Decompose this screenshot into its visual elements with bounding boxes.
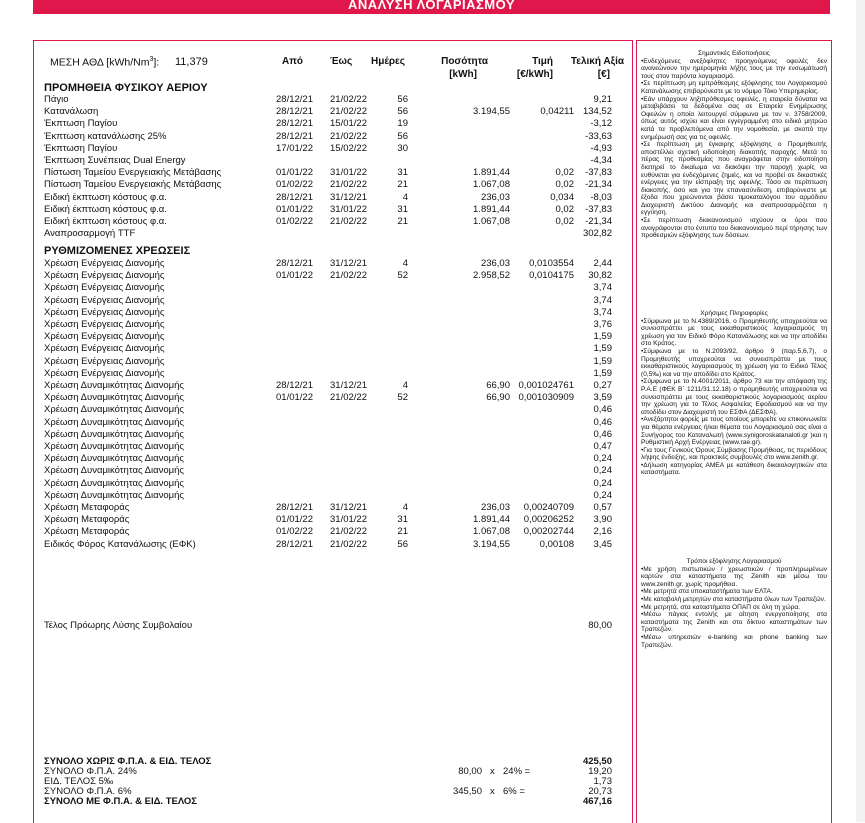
totals-label: ΣΥΝΟΛΟ Φ.Π.Α. 6% bbox=[44, 786, 132, 797]
row-to: 31/01/22 bbox=[330, 203, 367, 215]
row-qty: 236,03 bbox=[480, 191, 510, 203]
row-total: 3,74 bbox=[593, 282, 612, 294]
row-qty: 236,03 bbox=[480, 502, 510, 513]
row-total: 3,74 bbox=[593, 306, 612, 318]
row-days: 21 bbox=[397, 526, 408, 538]
table-row bbox=[44, 478, 614, 490]
row-label: Χρέωση Δυναμικότητας Διανομής bbox=[44, 489, 184, 501]
row-days: 31 bbox=[397, 203, 408, 215]
row-total: 3,76 bbox=[593, 319, 612, 330]
row-to: 21/02/22 bbox=[330, 270, 367, 282]
row-label: Ειδικός Φόρος Κατανάλωσης (ΕΦΚ) bbox=[44, 538, 196, 550]
row-from: 01/01/22 bbox=[276, 167, 313, 179]
row-qty: 236,03 bbox=[480, 258, 510, 269]
mesi-label: ΜΕΣΗ ΑΘΔ [kWh/Nm$^3$]: bbox=[50, 56, 160, 69]
page-banner bbox=[33, 0, 830, 14]
row-total: 3,74 bbox=[593, 294, 612, 306]
row-from: 28/12/21 bbox=[276, 380, 313, 391]
row-days: 4 bbox=[402, 258, 408, 269]
row-price: 0,02 bbox=[555, 167, 574, 179]
early-termination-label: Τέλος Πρόωρης Λύσης Συμβολαίου bbox=[44, 620, 193, 631]
table-row bbox=[44, 429, 614, 441]
table-row bbox=[44, 282, 614, 294]
table-row bbox=[44, 228, 614, 240]
table-row bbox=[44, 490, 614, 502]
row-from: 01/01/22 bbox=[276, 270, 313, 282]
notice-paragraph: •Σε περίπτωση μη έγκαιρης εξόφλησης ο Προμηθευτής αποστέλλει σχετική ειδοποίηση διακοπής παροχής. Μετά το πέρας της προθεσμίας που αναγράφεται στην ειδοποίηση διατηρεί το δικαίωμα να διακόψει την παροχή χωρίς να ευθύνεται για ενδεχόμενες ζημιές, και να προβεί σε δικαστικές ενέργειες για την είσπραξη της οφειλής. Τόσο σε περίπτωση διακοπής, όσο και για την επανασύνδεση, επιβαρύνεστε με έξοδα που χρεώνονται βάσει τιμοκαταλόγου του αρμόδιου Διαχειριστή Δικτύου Διανομής και αναπροσαρμόζεται η εγγύηση. bbox=[641, 141, 827, 217]
row-from: 01/02/22 bbox=[276, 179, 313, 191]
row-to: 21/02/22 bbox=[330, 216, 367, 227]
row-label: Χρέωση Δυναμικότητας Διανομής bbox=[44, 404, 184, 416]
totals-calc-times: x bbox=[490, 786, 495, 797]
row-total: -21,34 bbox=[585, 179, 612, 191]
row-label: Ειδική έκπτωση κόστους φ.α. bbox=[44, 216, 167, 227]
row-days: 31 bbox=[397, 514, 408, 526]
row-price: 0,04211 bbox=[540, 106, 574, 118]
table-row bbox=[44, 155, 614, 167]
notice-paragraph: •Με μετρητά στα υποκαταστήματα των ΕΛΤΑ. bbox=[641, 588, 773, 596]
row-label: Χρέωση Ενέργειας Διανομής bbox=[44, 270, 165, 282]
notice-paragraph: •Σύμφωνα με το Ν.2093/92, άρθρο 9 (παρ.5,6,7), ο Προμηθευτής υποχρεούται να συνεισπράττει με τους εκκαθαριστικούς λογαριασμούς τη χρέωση για το Ειδικό Τέλος (0,5‰) και να την αποδίδει στο Κράτος. bbox=[641, 347, 827, 378]
row-days: 56 bbox=[397, 538, 408, 550]
payment-methods-title: Τρόποι εξόφλησης Λογαριασμού bbox=[686, 558, 782, 565]
row-qty: 1.891,44 bbox=[473, 514, 510, 526]
row-qty: 3.194,55 bbox=[473, 106, 510, 118]
col-to: Έως bbox=[330, 56, 353, 67]
totals-calc-base: 345,50 bbox=[452, 786, 482, 797]
table-row bbox=[44, 502, 614, 514]
early-termination-row bbox=[44, 620, 614, 632]
row-qty: 1.067,08 bbox=[473, 179, 510, 191]
row-to: 21/02/22 bbox=[330, 106, 367, 118]
totals-value: 1,73 bbox=[593, 776, 612, 787]
row-price: 0,00108 bbox=[539, 538, 574, 550]
row-label: Χρέωση Ενέργειας Διανομής bbox=[44, 331, 165, 343]
row-from: 01/01/22 bbox=[276, 514, 313, 526]
col-total: Τελική Αξία bbox=[570, 56, 624, 67]
row-price: 0,001030909 bbox=[518, 392, 574, 404]
row-days: 52 bbox=[397, 392, 408, 404]
table-row bbox=[44, 204, 614, 216]
row-to: 21/02/22 bbox=[330, 94, 367, 105]
table-row bbox=[44, 258, 614, 270]
row-label: Χρέωση Δυναμικότητας Διανομής bbox=[44, 428, 184, 440]
row-to: 21/02/22 bbox=[330, 130, 367, 142]
totals-label: ΕΙΔ. ΤΕΛΟΣ 5‰ bbox=[44, 776, 114, 787]
notice-paragraph: •Σε περίπτωση μη εμπρόθεσμης εξόφλησης του Λογαριασμού Κατανάλωσης επιβαρύνεστε με το νόμιμο Τόκο Υπερημερίας. bbox=[641, 80, 827, 95]
totals-calc-rate: 24% = bbox=[503, 766, 531, 777]
row-from: 28/12/21 bbox=[276, 538, 313, 550]
row-from: 28/12/21 bbox=[276, 130, 313, 142]
row-to: 31/12/21 bbox=[330, 258, 367, 269]
row-from: 17/01/22 bbox=[276, 142, 313, 154]
row-label: Χρέωση Ενέργειας Διανομής bbox=[44, 343, 165, 355]
notice-paragraph: •Δήλωση κατηγορίας ΑΜΕΑ με κατάθεση δικαιολογητικών στα καταστήματα. bbox=[641, 461, 827, 477]
notice-paragraph: •Ανεξάρτητοι φορείς με τους οποίους μπορείτε να επικοινωνείτε για θέματα ενέργειας ή/και θέματα του Λογαριασμού σας είναι ο Συνήγορος του Καταναλωτή (www.synigoroskatanaloti.gr )και η Ρυθμιστική Αρχή Ενέργειας (www.rae.gr). bbox=[641, 416, 827, 447]
row-label: Χρέωση Ενέργειας Διανομής bbox=[44, 367, 165, 379]
row-to: 31/12/21 bbox=[330, 191, 367, 203]
row-days: 56 bbox=[397, 94, 408, 105]
row-total: -4,93 bbox=[590, 142, 612, 154]
row-from: 01/01/22 bbox=[276, 392, 313, 404]
row-to: 31/12/21 bbox=[330, 380, 367, 391]
row-label: Χρέωση Δυναμικότητας Διανομής bbox=[44, 477, 184, 489]
row-from: 28/12/21 bbox=[276, 258, 313, 269]
table-row bbox=[44, 307, 614, 319]
table-row bbox=[44, 356, 614, 368]
row-days: 52 bbox=[397, 270, 408, 282]
row-qty: 66,90 bbox=[486, 380, 510, 391]
row-to: 21/02/22 bbox=[330, 392, 367, 404]
row-total: 0,46 bbox=[593, 428, 612, 440]
row-days: 4 bbox=[402, 380, 408, 391]
table-row bbox=[44, 453, 614, 465]
table-row bbox=[44, 192, 614, 204]
row-to: 31/01/22 bbox=[330, 167, 367, 179]
table-row bbox=[44, 441, 614, 453]
row-total: 134,52 bbox=[582, 106, 612, 118]
useful-info bbox=[641, 310, 827, 477]
banner-title: ΑΝΑΛΥΣΗ ΛΟΓΑΡΙΑΣΜΟΥ bbox=[347, 0, 516, 12]
row-label: Έκπτωση κατανάλωσης 25% bbox=[44, 130, 167, 142]
row-qty: 1.891,44 bbox=[473, 203, 510, 215]
row-from: 28/12/21 bbox=[276, 118, 313, 130]
scrollbar[interactable] bbox=[856, 0, 865, 822]
table-row bbox=[44, 319, 614, 331]
col-price: Τιμή bbox=[532, 56, 553, 67]
table-row bbox=[44, 380, 614, 392]
notice-paragraph: •Σύμφωνα με το Ν.4389/2016, ο Προμηθευτής υποχρεούται να συνεισπράττει με τους εκκαθαριστικούς λογαριασμούς τη χρέωση για τον Ειδικό Φόρο Κατανάλωσης και να την αποδίδει στο Κράτος. bbox=[641, 317, 827, 348]
col-days: Ημέρες bbox=[371, 56, 405, 67]
row-price: 0,034 bbox=[550, 191, 574, 203]
notice-paragraph: •Μέσω υπηρεσιών e-banking και phone banking των Τραπεζών. bbox=[641, 633, 827, 649]
row-label: Χρέωση Δυναμικότητας Διανομής bbox=[44, 416, 184, 428]
row-total: 2,44 bbox=[593, 258, 612, 269]
row-label: Πίστωση Ταμείου Ενεργειακής Μετάβασης bbox=[44, 167, 222, 179]
notice-paragraph: •Σε περίπτωση διακανονισμού ισχύουν οι όροι που αναγράφονται στο έντυπο του διακανονισμού περί τήρησης των προθεσμιών εξόφλησης των δόσεων. bbox=[641, 217, 827, 240]
row-total: 0,24 bbox=[593, 477, 612, 489]
row-total: 0,46 bbox=[593, 404, 612, 416]
totals-row bbox=[44, 797, 614, 807]
table-row bbox=[44, 118, 614, 130]
row-total: 0,46 bbox=[593, 416, 612, 428]
notice-paragraph: •Για τους Γενικούς Όρους Σύμβασης Προμήθειας, τις περιόδους λήψης ένδειξης, και πρακτικές συμβουλές στο www.zenith.gr. bbox=[641, 446, 827, 462]
row-label: Κατανάλωση bbox=[44, 106, 99, 118]
notice-paragraph: •Ενδεχόμενες ανεξόφλητες προηγούμενες οφειλές δεν ανανεώνουν την ημερομηνία λήξης τους με την ενσωμάτωσή τους στον παρόντα λογαριασμό. bbox=[641, 57, 827, 80]
table-row bbox=[44, 343, 614, 355]
row-qty: 1.067,08 bbox=[473, 216, 510, 227]
row-total: -21,34 bbox=[585, 216, 612, 227]
row-price: 0,001024761 bbox=[518, 380, 574, 391]
row-total: -8,03 bbox=[590, 191, 612, 203]
row-total: 0,47 bbox=[593, 441, 612, 452]
table-row bbox=[44, 270, 614, 282]
table-row bbox=[44, 514, 614, 526]
row-label: Αναπροσαρμογή TTF bbox=[44, 228, 136, 240]
table-row bbox=[44, 526, 614, 538]
table-row bbox=[44, 331, 614, 343]
col-qty-unit: [kWh] bbox=[449, 69, 477, 80]
totals-calc-times: x bbox=[490, 766, 495, 777]
row-total: -37,83 bbox=[585, 167, 612, 179]
row-price: 0,0104175 bbox=[529, 270, 574, 282]
row-price: 0,02 bbox=[555, 203, 574, 215]
totals-label: ΣΥΝΟΛΟ ΜΕ Φ.Π.Α. & ΕΙΔ. ΤΕΛΟΣ bbox=[44, 796, 198, 807]
early-termination-total: 80,00 bbox=[588, 620, 612, 631]
row-from: 01/01/22 bbox=[276, 203, 313, 215]
table-row bbox=[44, 392, 614, 404]
col-price-unit: [€/kWh] bbox=[516, 69, 553, 80]
totals-calc-base: 80,00 bbox=[458, 766, 482, 777]
notice-paragraph: •Μέσω πάγιας εντολής με αίτηση ενεργοποίησης στα καταστήματα της Zenith και στο δίκτυο καταστημάτων των Τραπεζών. bbox=[641, 611, 827, 634]
row-price: 0,0103554 bbox=[529, 258, 574, 269]
row-from: 28/12/21 bbox=[276, 502, 313, 513]
row-label: Χρέωση Δυναμικότητας Διανομής bbox=[44, 453, 184, 465]
table-row bbox=[44, 143, 614, 155]
table-row bbox=[44, 106, 614, 118]
row-to: 31/01/22 bbox=[330, 514, 367, 526]
row-total: 2,16 bbox=[593, 526, 612, 538]
important-notices-title: Σημαντικές Ειδοποιήσεις bbox=[698, 50, 770, 57]
row-to: 15/01/22 bbox=[330, 118, 367, 130]
row-total: 1,59 bbox=[593, 355, 612, 367]
row-label: Χρέωση Ενέργειας Διανομής bbox=[44, 319, 165, 330]
totals-calc-rate: 6% = bbox=[503, 786, 525, 797]
row-to: 31/12/21 bbox=[330, 502, 367, 513]
row-label: Χρέωση Ενέργειας Διανομής bbox=[44, 355, 165, 367]
section-supply-title: ΠΡΟΜΗΘΕΙΑ ΦΥΣΙΚΟΥ ΑΕΡΙΟΥ bbox=[44, 82, 208, 94]
totals-value: 19,20 bbox=[588, 766, 612, 777]
row-label: Χρέωση Μεταφοράς bbox=[44, 514, 130, 526]
row-price: 0,00202744 bbox=[523, 526, 574, 538]
row-total: 1,59 bbox=[593, 331, 612, 343]
row-days: 4 bbox=[402, 191, 408, 203]
notice-paragraph: •Σύμφωνα με το Ν.4001/2011, άρθρο 73 και την απόφαση της Ρ.Α.Ε (ΦΕΚ Β΄ 1211/31.12.18) ο προμηθευτής υποχρεούται να συνεισπράττει με τους εκκαθαριστικούς λογαριασμούς αερίου την χρέωση για το Τέλος Ασφαλείας Εφοδιασμού και να την αποδίδει στον Διαχειριστή του ΕΣΦΑ (ΔΕΣΦΑ). bbox=[641, 378, 827, 416]
row-total: 1,59 bbox=[593, 367, 612, 379]
col-qty: Ποσότητα bbox=[441, 56, 488, 67]
row-qty: 66,90 bbox=[486, 392, 510, 404]
row-label: Χρέωση Ενέργειας Διανομής bbox=[44, 306, 165, 318]
row-label: Χρέωση Ενέργειας Διανομής bbox=[44, 294, 165, 306]
totals-value: 467,16 bbox=[582, 796, 612, 807]
section-regulated-title: ΡΥΘΜΙΖΟΜΕΝΕΣ ΧΡΕΩΣΕΙΣ bbox=[44, 245, 191, 257]
row-days: 21 bbox=[397, 179, 408, 191]
row-total: -4,34 bbox=[590, 155, 612, 166]
row-total: -33,63 bbox=[585, 130, 612, 142]
row-qty: 3.194,55 bbox=[473, 538, 510, 550]
payment-methods bbox=[641, 558, 827, 649]
table-row bbox=[44, 216, 614, 228]
row-label: Πάγιο bbox=[44, 94, 69, 105]
row-total: -3,12 bbox=[590, 118, 612, 130]
row-days: 31 bbox=[397, 167, 408, 179]
row-total: 302,82 bbox=[582, 228, 612, 240]
row-total: 1,59 bbox=[593, 343, 612, 355]
row-days: 19 bbox=[397, 118, 408, 130]
row-label: Ειδική έκπτωση κόστους φ.α. bbox=[44, 191, 167, 203]
row-total: 3,45 bbox=[593, 538, 612, 550]
row-label: Έκπτωση Παγίου bbox=[44, 142, 118, 154]
row-price: 0,02 bbox=[555, 179, 574, 191]
mesi-value: 11,379 bbox=[175, 56, 208, 68]
col-total-unit: [€] bbox=[597, 69, 610, 80]
row-total: -37,83 bbox=[585, 203, 612, 215]
row-label: Χρέωση Δυναμικότητας Διανομής bbox=[44, 380, 184, 391]
table-row bbox=[44, 94, 614, 106]
row-label: Χρέωση Μεταφοράς bbox=[44, 526, 130, 538]
useful-info-title: Χρήσιμες Πληροφορίες bbox=[700, 310, 768, 317]
table-row bbox=[44, 417, 614, 429]
table-row bbox=[44, 179, 614, 191]
row-total: 3,59 bbox=[593, 392, 612, 404]
row-days: 21 bbox=[397, 216, 408, 227]
row-price: 0,00240709 bbox=[523, 502, 574, 513]
row-price: 0,00206252 bbox=[523, 514, 574, 526]
row-to: 15/02/22 bbox=[330, 142, 367, 154]
row-label: Ειδική έκπτωση κόστους φ.α. bbox=[44, 203, 167, 215]
row-total: 0,24 bbox=[593, 453, 612, 465]
row-total: 0,24 bbox=[593, 465, 612, 477]
table-row bbox=[44, 404, 614, 416]
row-total: 3,90 bbox=[593, 514, 612, 526]
row-days: 56 bbox=[397, 130, 408, 142]
notice-paragraph: •Με χρήση πιστωτικών / χρεωστικών / προπληρωμένων καρτών στα καταστήματα της Zenith και μέσω του www.zenith.gr, χωρίς προμήθεια. bbox=[641, 565, 827, 588]
row-from: 01/02/22 bbox=[276, 526, 313, 538]
table-row bbox=[44, 539, 614, 551]
important-notices bbox=[641, 50, 827, 240]
row-total: 0,57 bbox=[593, 502, 612, 513]
row-qty: 1.891,44 bbox=[473, 167, 510, 179]
totals-label: ΣΥΝΟΛΟ ΧΩΡΙΣ Φ.Π.Α. & ΕΙΔ. ΤΕΛΟΣ bbox=[44, 756, 212, 767]
row-qty: 1.067,08 bbox=[473, 526, 510, 538]
row-label: Έκπτωση Συνέπειας Dual Energy bbox=[44, 155, 186, 166]
row-days: 4 bbox=[402, 502, 408, 513]
notice-paragraph: •Με μετρητά, στα καταστήματα ΟΠΑΠ σε όλη τη χώρα. bbox=[641, 603, 800, 611]
col-from: Από bbox=[282, 56, 303, 67]
row-label: Πίστωση Ταμείου Ενεργειακής Μετάβασης bbox=[44, 179, 222, 191]
row-days: 56 bbox=[397, 106, 408, 118]
table-row bbox=[44, 167, 614, 179]
row-label: Χρέωση Δυναμικότητας Διανομής bbox=[44, 392, 184, 404]
notice-paragraph: •Εάν υπάρχουν ληξιπρόθεσμες οφειλές, η εταιρεία δύναται να μεταβιβάσει τα δεδομένα σας σε Εταιρεία Ενημέρωσης Οφειλών η οποία λειτουργεί σύμφωνα με τον ν. 3758/2009, όπως αυτός ισχύει και είναι εγγεγραμμένη στο ειδικό μητρώο κατά τα προβλεπόμενα από την νομοθεσία, με σκοπό την ενημέρωσή σας για τις οφειλές. bbox=[641, 95, 827, 141]
row-label: Χρέωση Δυναμικότητας Διανομής bbox=[44, 441, 184, 452]
row-qty: 2.958,52 bbox=[473, 270, 510, 282]
row-label: Χρέωση Ενέργειας Διανομής bbox=[44, 258, 165, 269]
notice-paragraph: •Με καταβολή μετρητών στα καταστήματα όλων των Τραπεζών. bbox=[641, 595, 826, 603]
totals-label: ΣΥΝΟΛΟ Φ.Π.Α. 24% bbox=[44, 766, 137, 777]
row-to: 21/02/22 bbox=[330, 526, 367, 538]
row-label: Χρέωση Μεταφοράς bbox=[44, 502, 130, 513]
row-to: 21/02/22 bbox=[330, 179, 367, 191]
row-from: 28/12/21 bbox=[276, 94, 313, 105]
totals-value: 425,50 bbox=[582, 756, 612, 767]
table-row bbox=[44, 295, 614, 307]
row-total: 0,24 bbox=[593, 489, 612, 501]
row-total: 30,82 bbox=[588, 270, 612, 282]
totals-value: 20,73 bbox=[588, 786, 612, 797]
row-days: 30 bbox=[397, 142, 408, 154]
row-label: Χρέωση Δυναμικότητας Διανομής bbox=[44, 465, 184, 477]
row-price: 0,02 bbox=[555, 216, 574, 227]
row-from: 01/02/22 bbox=[276, 216, 313, 227]
table-row bbox=[44, 368, 614, 380]
table-row bbox=[44, 131, 614, 143]
row-from: 28/12/21 bbox=[276, 191, 313, 203]
row-from: 28/12/21 bbox=[276, 106, 313, 118]
table-row bbox=[44, 465, 614, 477]
row-total: 9,21 bbox=[593, 94, 612, 105]
row-label: Χρέωση Ενέργειας Διανομής bbox=[44, 282, 165, 294]
totals-row bbox=[44, 767, 614, 777]
row-label: Έκπτωση Παγίου bbox=[44, 118, 118, 130]
row-total: 0,27 bbox=[593, 380, 612, 391]
row-to: 21/02/22 bbox=[330, 538, 367, 550]
